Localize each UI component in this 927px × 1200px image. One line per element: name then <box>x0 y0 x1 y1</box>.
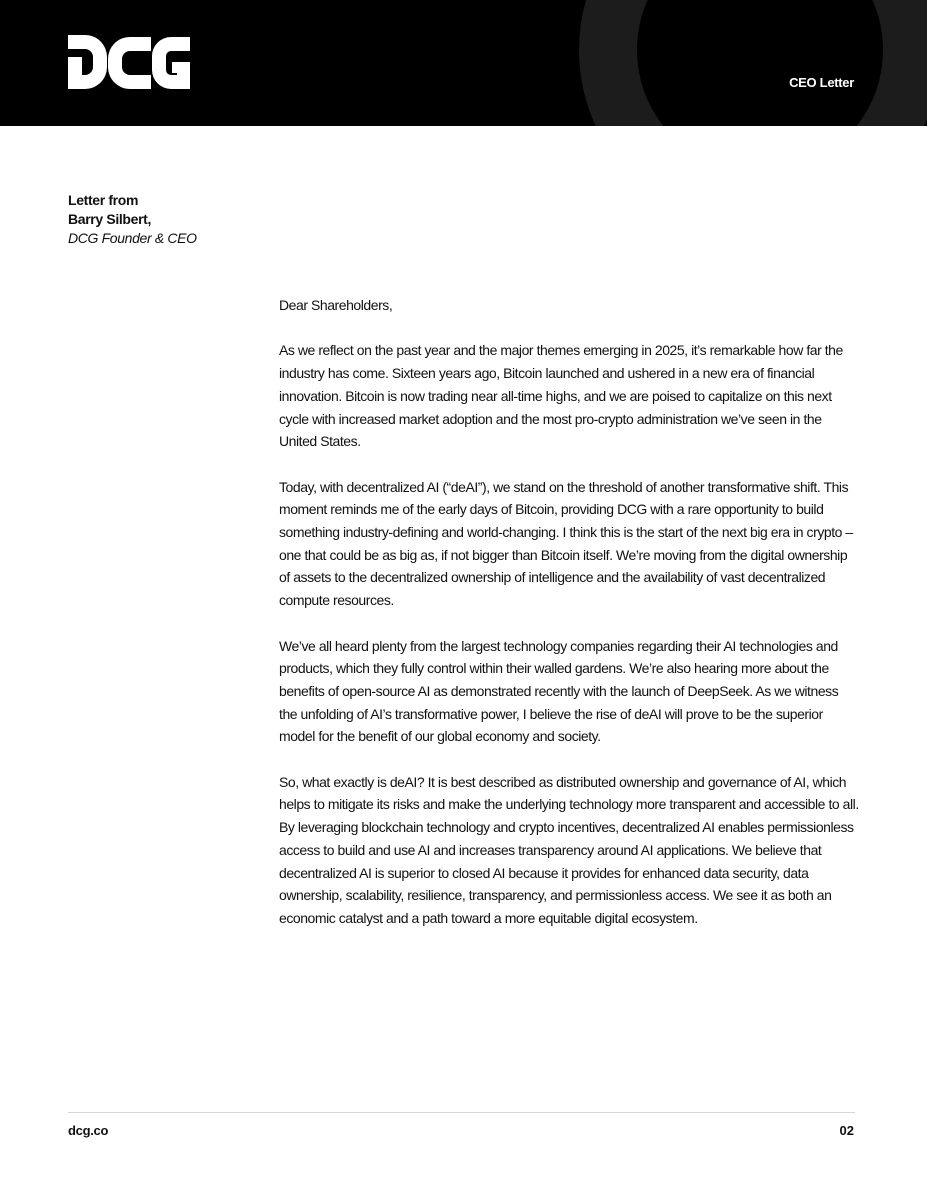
page-header <box>0 0 927 126</box>
footer-website-link[interactable]: dcg.co <box>68 1123 109 1138</box>
author-name: Barry Silbert, <box>68 211 152 227</box>
dcg-logo-icon <box>68 35 192 91</box>
letter-body <box>279 294 859 952</box>
letter-paragraph: Today, with decentralized AI (“deAI”), we stand on the threshold of another transformative shift. This moment reminds me of the early days of Bitcoin, providing DCG with a rare opportunity to build something industry-defining and world-changing. I think this is the start of the next big era in crypto – one that could be as big as, if not bigger than Bitcoin itself. We’re moving from the digital ownership of assets to the decentralized ownership of intelligence and the availability of vast decentralized compute resources. <box>279 478 853 609</box>
author-intro: Letter from <box>68 192 139 208</box>
letter-paragraph: As we reflect on the past year and the major themes emerging in 2025, it’s remarkable how far the industry has come. Sixteen years ago, Bitcoin launched and ushered in a new era of financial innovation. Bitcoin is now trading near all-time highs, and we are poised to capitalize on this next cycle with increased market adoption and the most pro-crypto administration we’ve seen in the United States. <box>279 342 843 450</box>
author-title: DCG Founder & CEO <box>68 230 197 246</box>
section-label: CEO Letter <box>789 75 854 90</box>
author-block <box>68 191 197 248</box>
letter-paragraph: So, what exactly is deAI? It is best described as distributed ownership and governance of AI, which helps to mitigate its risks and make the underlying technology more transparent and accessible to all. By leveraging blockchain technology and crypto incentives, decentralized AI enables permissionless access to build and use AI and increases transparency around AI applications. We believe that decentralized AI is superior to closed AI because it provides for enhanced data security, data ownership, scalability, resilience, transparency, and permissionless access. We see it as both an economic catalyst and a path toward a more equitable digital ecosystem. <box>279 773 859 926</box>
letter-paragraph: We’ve all heard plenty from the largest technology companies regarding their AI technologies and products, which they fully control within their walled gardens. We’re also hearing more about the benefits of open-source AI as demonstrated recently with the launch of DeepSeek. As we witness the unfolding of AI’s transformative power, I believe the rise of deAI will prove to be the superior model for the benefit of our global economy and society. <box>279 637 839 745</box>
salutation: Dear Shareholders, <box>279 297 393 313</box>
footer-divider <box>68 1112 855 1113</box>
page-number: 02 <box>839 1123 854 1138</box>
